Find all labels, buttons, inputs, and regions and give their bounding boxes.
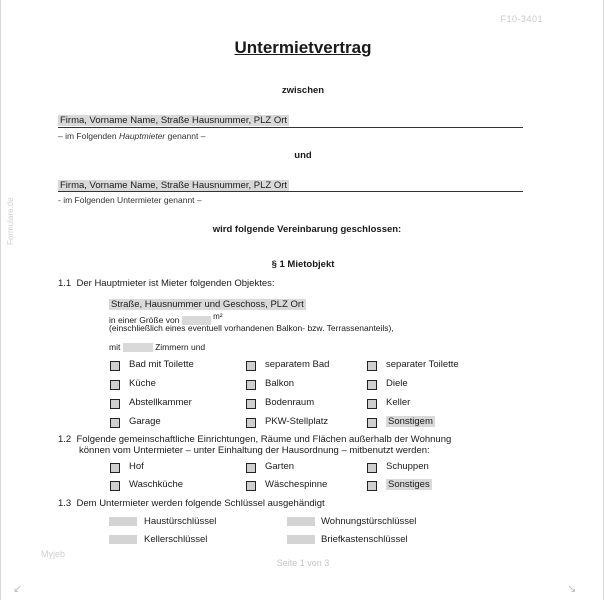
room-option-checkbox[interactable] [367,399,377,409]
room-option-checkbox[interactable] [110,361,120,371]
key-count-input[interactable] [109,535,137,544]
room-option-checkbox[interactable] [367,380,377,390]
shared-option-checkbox[interactable] [367,463,377,473]
corner-mark-right: ↘ [567,583,577,595]
shared-option-label: Wäschespinne [265,479,328,490]
room-option-label: Keller [386,397,411,408]
shared-option-label: Waschküche [129,479,184,490]
room-option-checkbox[interactable] [246,418,256,428]
rooms-input[interactable] [123,343,153,352]
corner-watermark: Myjeb [41,549,66,559]
key-count-input[interactable] [287,535,315,544]
key-label: Kellerschlüssel [144,534,208,545]
room-option-label: Sonstigem [388,416,433,427]
section-heading: § 1 Mietobjekt [271,259,335,270]
key-count-input[interactable] [287,517,315,526]
room-option-label: Balkon [265,378,295,389]
room-option-label: Bad mit Toilette [129,359,194,370]
corner-mark-left: ↙ [13,583,23,595]
page-title: Untermietvertrag [234,38,372,57]
room-option-checkbox[interactable] [367,418,377,428]
page-footer: Seite 1 von 3 [276,558,330,568]
shared-option-checkbox[interactable] [110,463,120,473]
clause-1-2: 1.2 Folgende gemeinschaftliche Einrichtungen, Räume und Flächen außerhalb der Wohnung [58,434,452,445]
room-option-checkbox[interactable] [110,399,120,409]
shared-option-label: Sonstiges [388,479,430,490]
room-option-checkbox[interactable] [110,418,120,428]
room-option-label: separater Toilette [386,359,459,370]
agreement-text: wird folgende Vereinbarung geschlossen: [212,224,402,235]
size-note: (einschließlich eines eventuell vorhandenen Balkon- bzw. Terrassenanteils), [109,323,394,333]
clause-1-1: 1.1 Der Hauptmieter ist Mieter folgenden Objektes: [58,278,275,289]
key-label: Wohnungstürschlüssel [321,516,417,527]
room-option-checkbox[interactable] [246,399,256,409]
side-watermark: Formulare.de [6,197,15,245]
key-label: Haustürschlüssel [144,516,217,527]
room-option-label: Abstellkammer [129,397,192,408]
key-label: Briefkastenschlüssel [321,534,408,545]
size-line: in einer Größe von m² [109,312,223,325]
hauptmieter-note: – im Folgenden Hauptmieter genannt – [58,131,206,141]
room-option-label: Garage [129,416,161,427]
shared-option-checkbox[interactable] [110,481,120,491]
key-count-input[interactable] [109,517,137,526]
clause-1-3: 1.3 Dem Untermieter werden folgende Schlüssel ausgehändigt [58,498,325,509]
untermieter-note: - im Folgenden Untermieter genannt – [58,195,202,205]
form-id: F10-3401 [500,14,543,24]
shared-option-label: Hof [129,461,144,472]
shared-option-label: Garten [265,461,295,472]
rooms-line: mit Zimmern und [109,342,206,352]
shared-option-checkbox[interactable] [246,481,256,491]
room-option-checkbox[interactable] [246,361,256,371]
shared-option-checkbox[interactable] [367,481,377,491]
signature-line [58,127,523,128]
room-option-label: Diele [386,378,408,389]
signature-line [58,191,523,192]
room-option-checkbox[interactable] [367,361,377,371]
room-option-label: PKW-Stellplatz [265,416,329,427]
room-option-label: Küche [129,378,156,389]
und-label: und [294,150,312,161]
shared-option-label: Schuppen [386,461,429,472]
hauptmieter-field[interactable]: Firma, Vorname Name, Straße Hausnummer, PLZ Ort [60,115,288,126]
room-option-checkbox[interactable] [110,380,120,390]
room-option-checkbox[interactable] [246,380,256,390]
room-option-label: separatem Bad [265,359,330,370]
clause-1-2-cont: können vom Untermieter – unter Einhaltung der Hausordnung – mitbenutzt werden: [79,445,430,456]
untermieter-field[interactable]: Firma, Vorname Name, Straße Hausnummer, PLZ Ort [60,180,288,191]
room-option-label: Bodenraum [265,397,315,408]
shared-option-checkbox[interactable] [246,463,256,473]
object-address-field[interactable]: Straße, Hausnummer und Geschoss, PLZ Ort [111,299,304,310]
zwischen-label: zwischen [281,85,325,96]
